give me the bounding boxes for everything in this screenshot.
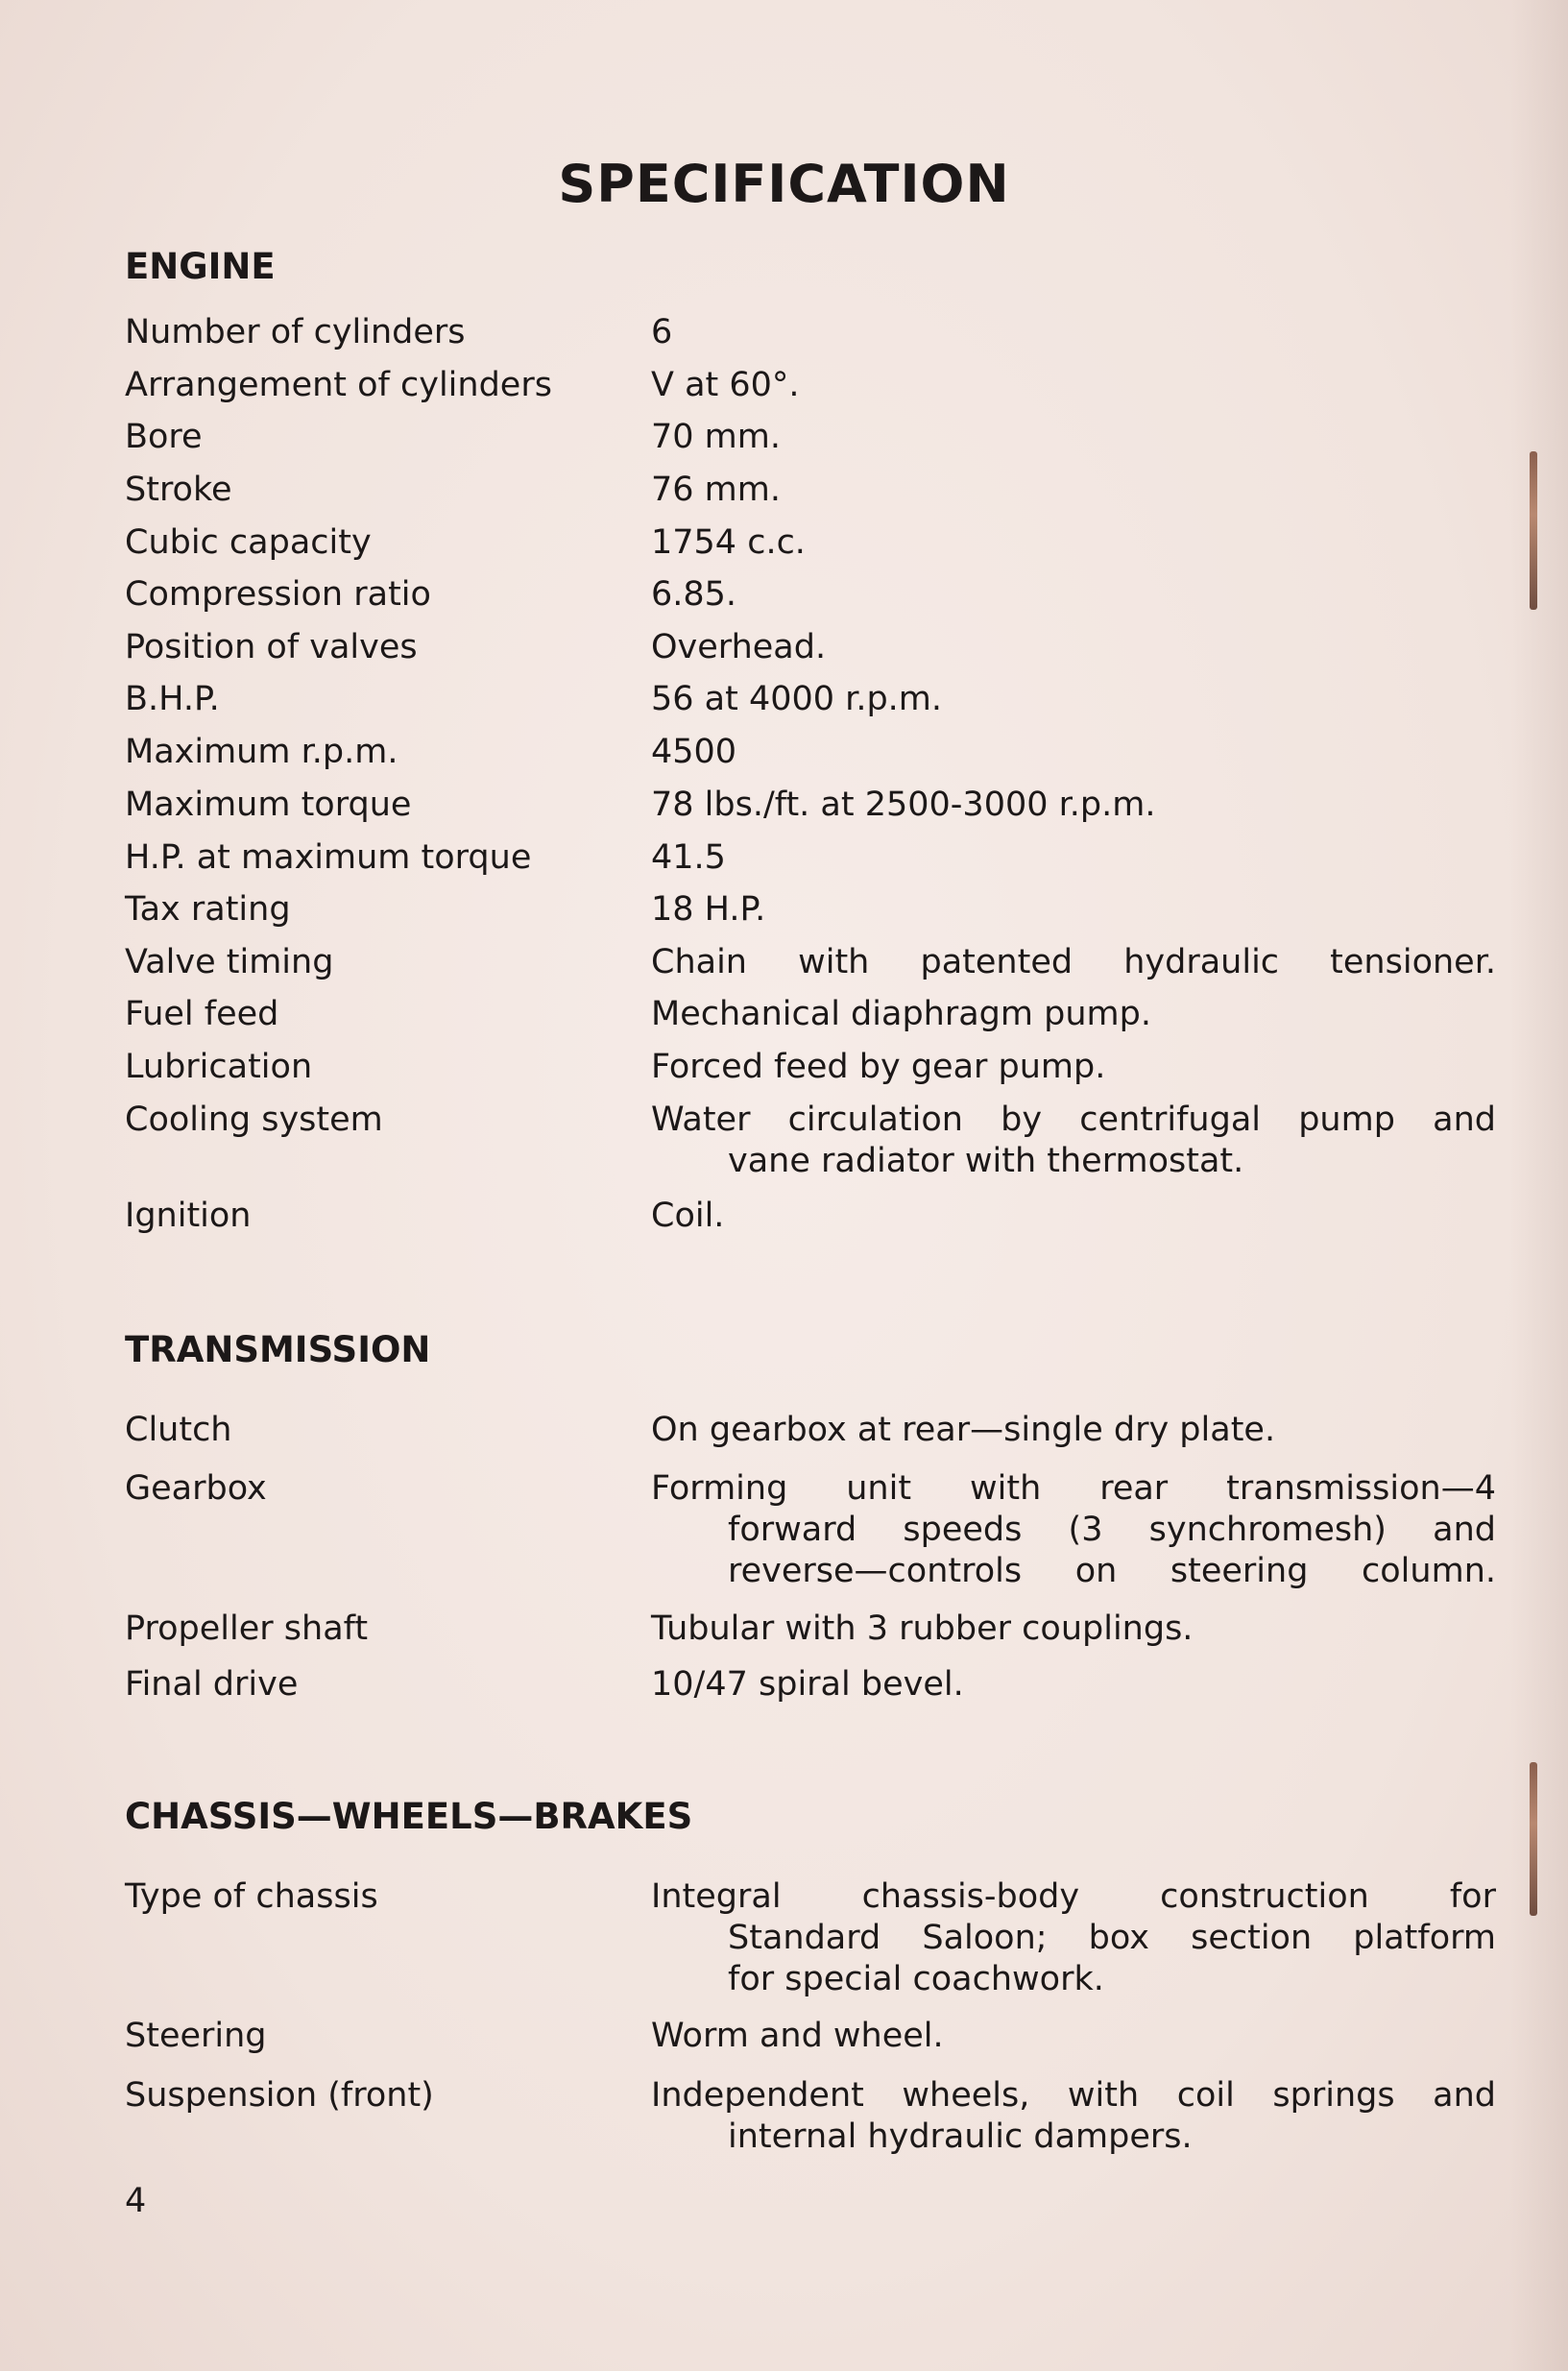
spec-label: Number of cylinders xyxy=(125,313,466,351)
section-heading-transmission: TRANSMISSION xyxy=(125,1329,431,1370)
spec-value: 6 xyxy=(651,313,673,351)
page-edge-shadow xyxy=(1510,0,1568,2371)
spec-label: Ignition xyxy=(125,1197,252,1235)
spec-value: Chain with patented hydraulic tensioner. xyxy=(651,943,1496,981)
page-title: SPECIFICATION xyxy=(558,154,1010,214)
spec-value: 76 mm. xyxy=(651,471,781,509)
spec-value: Coil. xyxy=(651,1197,725,1235)
section-heading-engine: ENGINE xyxy=(125,246,276,287)
spec-value-line: reverse—controls on steering column. xyxy=(728,1552,1496,1590)
spec-label: Maximum torque xyxy=(125,786,412,824)
spec-label: H.P. at maximum torque xyxy=(125,838,532,877)
spec-label: Cubic capacity xyxy=(125,523,372,562)
spec-label: Fuel feed xyxy=(125,995,279,1033)
spec-label: Gearbox xyxy=(125,1469,267,1508)
spec-value-line: forward speeds (3 synchromesh) and xyxy=(728,1511,1496,1549)
spec-value: 41.5 xyxy=(651,838,726,877)
spec-value: Forced feed by gear pump. xyxy=(651,1048,1106,1086)
spec-value: Worm and wheel. xyxy=(651,2017,944,2055)
spec-label: Steering xyxy=(125,2017,267,2055)
spec-value: 18 H.P. xyxy=(651,890,766,929)
page-number: 4 xyxy=(125,2182,147,2220)
spec-label: Clutch xyxy=(125,1411,232,1449)
spec-label: Stroke xyxy=(125,471,232,509)
spec-label: Arrangement of cylinders xyxy=(125,366,552,404)
spec-value xyxy=(651,2075,1496,2158)
spec-value: Tubular with 3 rubber couplings. xyxy=(651,1609,1194,1648)
spec-value: 4500 xyxy=(651,733,737,771)
spec-value xyxy=(651,1100,1496,1182)
spec-value-line: for special coachwork. xyxy=(728,1960,1104,1998)
spec-label: Cooling system xyxy=(125,1101,383,1139)
spec-label: Maximum r.p.m. xyxy=(125,733,398,771)
section-heading-chassis: CHASSIS—WHEELS—BRAKES xyxy=(125,1796,693,1837)
spec-label: Tax rating xyxy=(125,890,291,929)
spec-value: V at 60°. xyxy=(651,366,800,404)
spec-value xyxy=(651,1468,1496,1592)
spec-label: Type of chassis xyxy=(125,1877,378,1916)
spec-label: Position of valves xyxy=(125,628,418,666)
spec-value xyxy=(651,1876,1496,2000)
spec-value-line: vane radiator with thermostat. xyxy=(728,1142,1244,1180)
spec-value: 56 at 4000 r.p.m. xyxy=(651,680,943,718)
spec-value-line: Forming unit with rear transmission—4 xyxy=(651,1469,1496,1508)
staple-top xyxy=(1530,451,1537,610)
spec-value: 70 mm. xyxy=(651,418,781,456)
spec-label: Bore xyxy=(125,418,203,456)
spec-label: Compression ratio xyxy=(125,575,431,614)
staple-bottom xyxy=(1530,1762,1537,1916)
spec-value-line: Independent wheels, with coil springs and xyxy=(651,2076,1496,2115)
spec-value-line: Standard Saloon; box section platform xyxy=(728,1919,1496,1957)
spec-label: B.H.P. xyxy=(125,680,220,718)
spec-value-line: Water circulation by centrifugal pump and xyxy=(651,1101,1496,1139)
spec-value: 10/47 spiral bevel. xyxy=(651,1665,964,1704)
spec-label: Propeller shaft xyxy=(125,1609,369,1648)
spec-label: Valve timing xyxy=(125,943,334,981)
spec-value-line: internal hydraulic dampers. xyxy=(728,2117,1193,2156)
spec-value: 78 lbs./ft. at 2500-3000 r.p.m. xyxy=(651,786,1156,824)
spec-value: Overhead. xyxy=(651,628,827,666)
spec-value: 1754 c.c. xyxy=(651,523,806,562)
spec-value-line: Integral chassis-body construction for xyxy=(651,1877,1496,1916)
spec-value: 6.85. xyxy=(651,575,737,614)
spec-value: Mechanical diaphragm pump. xyxy=(651,995,1151,1033)
spec-label: Suspension (front) xyxy=(125,2076,434,2115)
spec-label: Lubrication xyxy=(125,1048,313,1086)
spec-label: Final drive xyxy=(125,1665,299,1704)
spec-value: On gearbox at rear—single dry plate. xyxy=(651,1411,1276,1449)
